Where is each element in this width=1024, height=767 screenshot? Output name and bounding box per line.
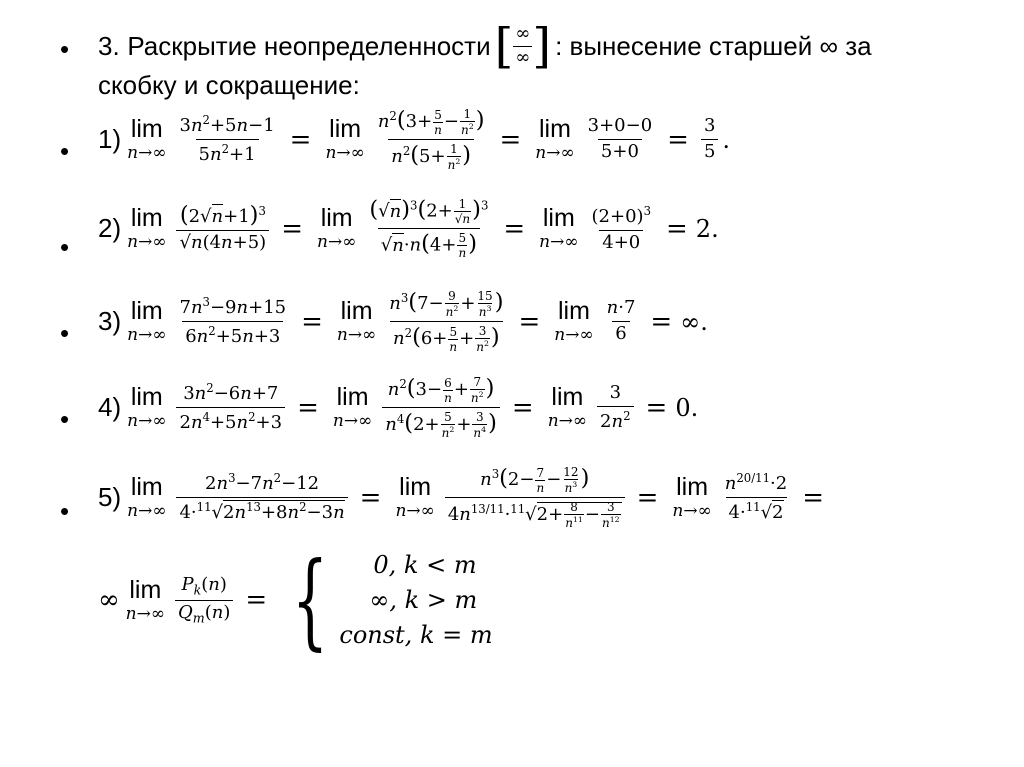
bullet-2: •	[60, 232, 70, 262]
example-1: 1) lim n→∞ $\frac{3n^2+5n-1}{5n^2+1}$ = lim n→∞ $n^2(3+$ $\frac{5}{n}$ − $\frac{1}{n^2}$ ) $n^2(5+$ $\frac{1}{n^2}$ ) = lim n→∞ $\frac{3+0-0}{5+0}$ = $\frac{3}{5}$ .	[98, 107, 731, 172]
bullet-4: •	[60, 404, 70, 434]
heading-text-after: : вынесение старшей ∞ за	[555, 30, 872, 61]
heading-line-2	[98, 70, 360, 101]
bullet-3: •	[60, 318, 70, 348]
indet-top: ∞	[515, 22, 531, 44]
example-label: 1)	[98, 124, 122, 154]
bullet-5: •	[60, 496, 70, 526]
case-1: 0, k < m	[373, 551, 477, 579]
bullet-heading: •	[60, 34, 70, 64]
cases: { 0, k < m ∞, k > m const, k = m	[292, 539, 493, 662]
example-5: 5) lim n→∞ $\frac{2n^3-7n^2-12}{4\cdot^{11}√2n^{13}+8n^2-3n}$ = lim n→∞ $n^3(2-$ $\frac{7}{n}$ − $\frac{12}{n^3}$ ) $4n^{13/11}\cdot^{11}√2+$ $\frac{8}{n^{11}}$ − $\frac{3}{n^{12}}$ = lim n→∞ $\frac{n^{20/11}\cdot 2}{4\cdot^{11}√2}$ =	[98, 465, 825, 530]
heading-line-1	[98, 18, 872, 74]
example-4: 4) lim n→∞ $\frac{3n^2-6n+7}{2n^4+5n^2+3}$ = lim n→∞ $n^2(3-$ $\frac{6}{n}$ + $\frac{7}{n^2}$ ) $n^4(2+$ $\frac{5}{n^2}$ + $\frac{3}{n^4}$ ) = lim n→∞ $\frac{3}{2n^2}$ = 0 .	[98, 375, 699, 440]
result-2: 2	[695, 214, 712, 243]
indet-bottom: ∞	[515, 46, 531, 68]
bullet-1: •	[60, 136, 70, 166]
example-3: 3) lim n→∞ $\frac{7n^3-9n+15}{6n^2+5n+3}$ = lim n→∞ $n^3(7-$ $\frac{9}{n^2}$ + $\frac{15}{n^3}$ ) $n^2(6+$ $\frac{5}{n}$ + $\frac{3}{n^2}$ ) = lim n→∞ $\frac{n\cdot 7}{6}$ = ∞ .	[98, 289, 708, 354]
general-prefix: ∞	[98, 585, 120, 616]
general-rule: ∞ lim n→∞ $\frac{P_k(n)}{Q_m(n)}$ = { 0, k < m ∞, k > m const, k = m	[98, 539, 493, 662]
case-2: ∞, k > m	[369, 585, 478, 614]
heading-number: 3.	[98, 30, 120, 61]
result-1: $\frac{3}{5}$	[701, 117, 718, 162]
heading-text: Раскрытие неопределенности	[127, 30, 491, 61]
result-3: ∞	[680, 307, 701, 336]
indeterminate-form: [ ∞ ∞ ]	[494, 18, 552, 74]
example-2: 2) lim n→∞ $\frac{(2√n+1)^3}{√n(4n+5)}$ = lim n→∞ $(√n)^3(2+$ $\frac{1}{√n}$ )$^3$ √n·n(4+ $\frac{5}{n}$ ) = lim n→∞ $\frac{(2+0)^3}{4+0}$ = 2 .	[98, 196, 719, 260]
result-4: 0	[675, 393, 691, 422]
heading-line2-text: скобку и сокращение:	[98, 70, 360, 100]
case-3: const, k = m	[339, 620, 493, 649]
